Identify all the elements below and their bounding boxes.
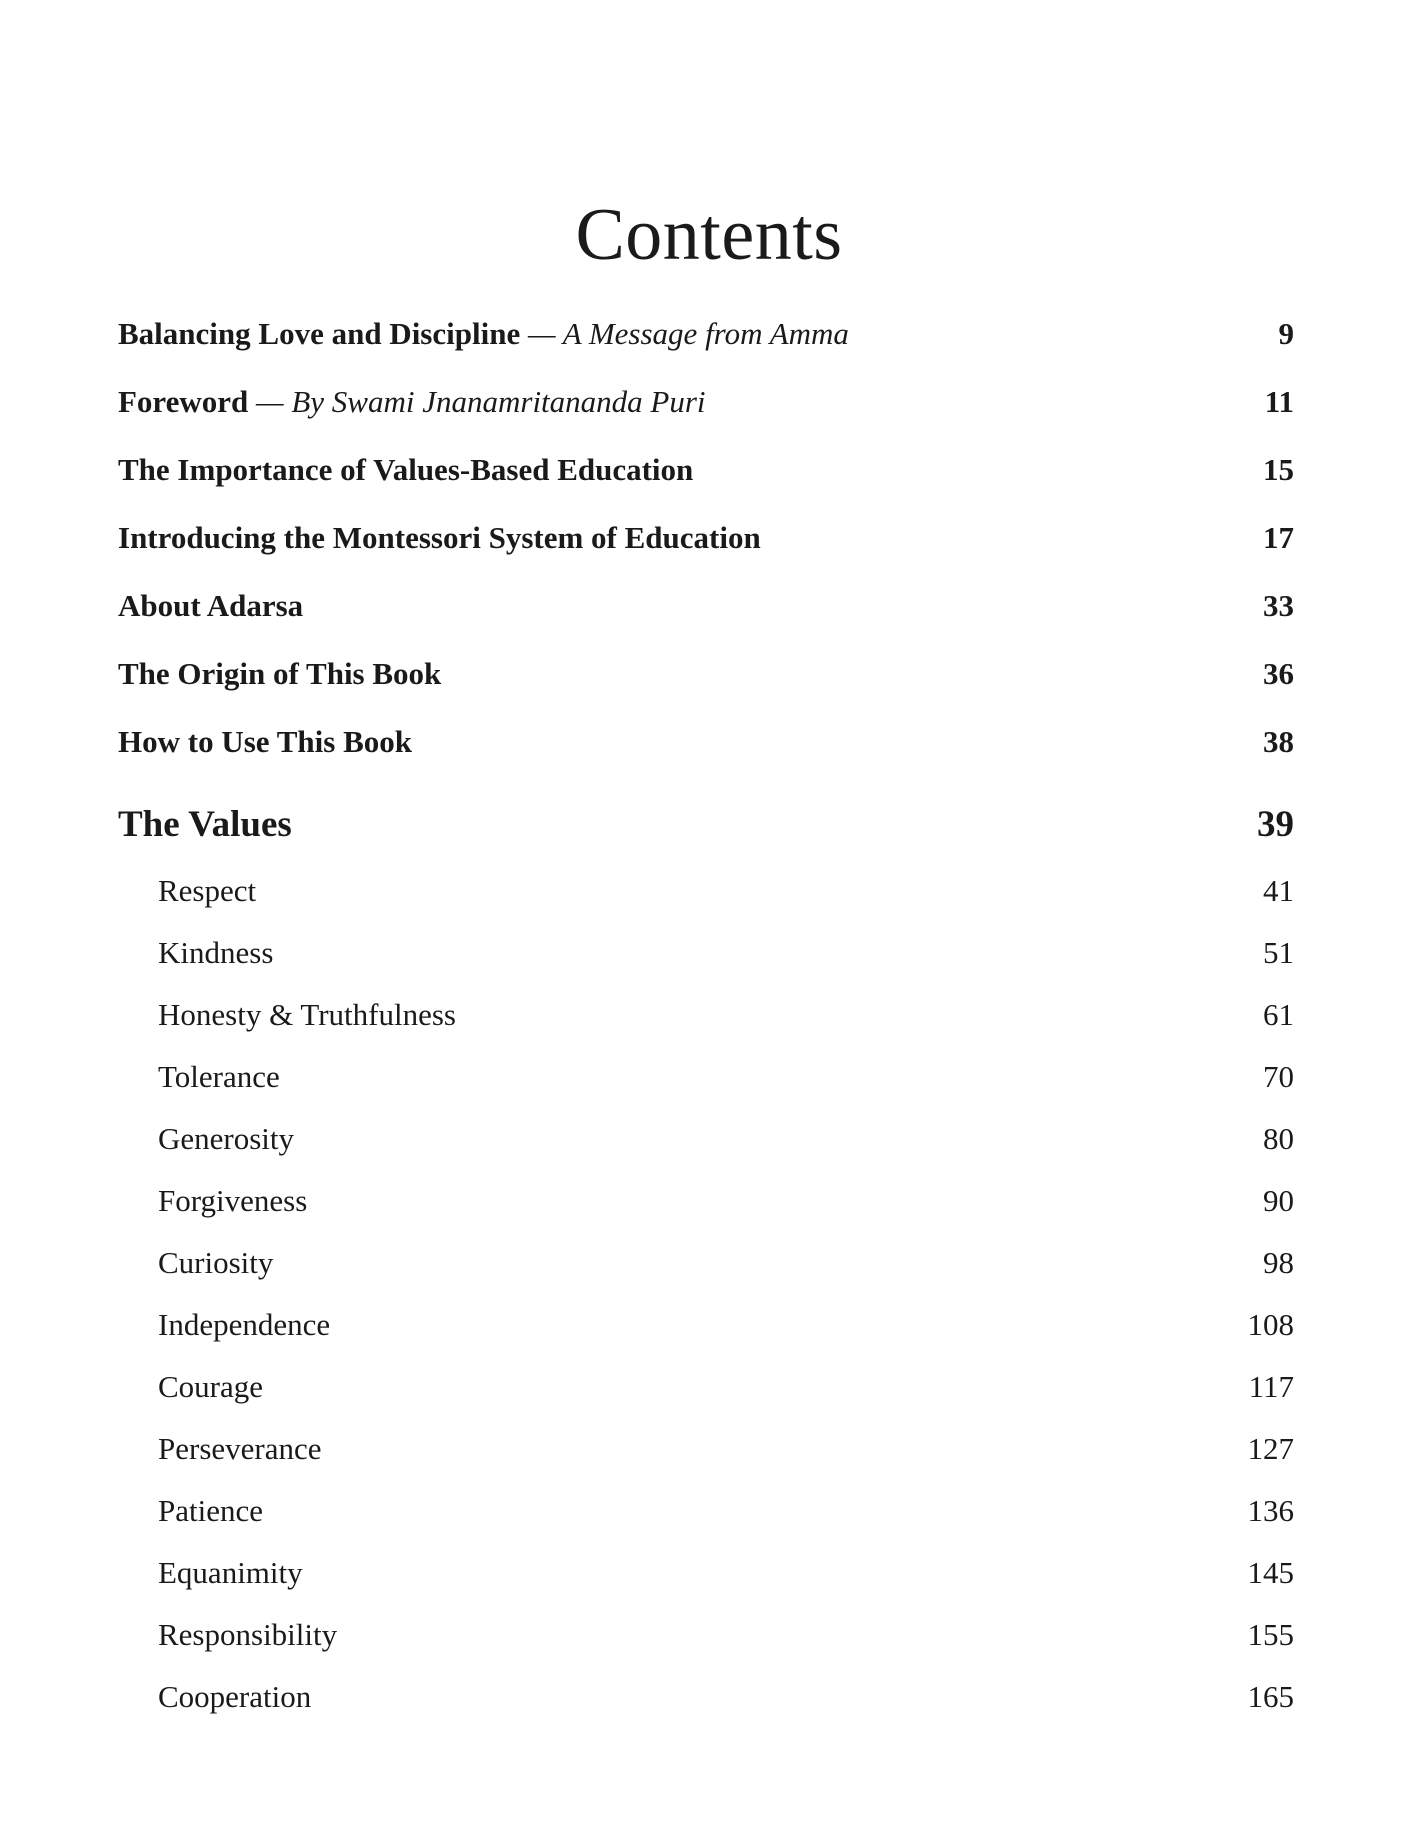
toc-value-equanimity[interactable] bbox=[118, 1557, 1294, 1588]
toc-page-number: 36 bbox=[1263, 656, 1294, 691]
toc-entry-montessori-system[interactable] bbox=[118, 522, 1294, 553]
toc-page-number: 15 bbox=[1263, 452, 1294, 487]
toc-section-the-values[interactable] bbox=[118, 806, 1294, 843]
toc-value-label: Tolerance bbox=[158, 1059, 280, 1094]
toc-value-label: Kindness bbox=[158, 935, 274, 970]
toc-value-tolerance[interactable] bbox=[118, 1061, 1294, 1092]
toc-entry-label: Introducing the Montessori System of Education bbox=[118, 520, 761, 555]
toc-value-honesty[interactable] bbox=[118, 999, 1294, 1030]
toc-page-number: 165 bbox=[1247, 1679, 1294, 1714]
toc-section-label: The Values bbox=[118, 804, 292, 845]
toc-entry-label: The Origin of This Book bbox=[118, 656, 442, 691]
toc-entry-label: Foreword — By Swami Jnanamritananda Puri bbox=[118, 384, 706, 419]
toc-value-cooperation[interactable] bbox=[118, 1681, 1294, 1712]
toc-entry-balancing-love[interactable] bbox=[118, 318, 1294, 349]
toc-value-independence[interactable] bbox=[118, 1309, 1294, 1340]
toc-page-number: 145 bbox=[1247, 1555, 1294, 1590]
toc-page-number: 41 bbox=[1263, 873, 1294, 908]
toc-value-label: Generosity bbox=[158, 1121, 295, 1156]
toc-page-number: 39 bbox=[1257, 804, 1294, 845]
toc-page-number: 17 bbox=[1263, 520, 1294, 555]
toc-page-number: 117 bbox=[1248, 1369, 1294, 1404]
toc-value-label: Patience bbox=[158, 1493, 264, 1528]
toc-page-number: 38 bbox=[1263, 724, 1294, 759]
toc-value-perseverance[interactable] bbox=[118, 1433, 1294, 1464]
toc-value-label: Curiosity bbox=[158, 1245, 274, 1280]
toc-value-label: Responsibility bbox=[158, 1617, 338, 1652]
toc-entry-label: The Importance of Values-Based Education bbox=[118, 452, 694, 487]
toc-page-number: 80 bbox=[1263, 1121, 1294, 1156]
toc-entry-origin-of-book[interactable] bbox=[118, 658, 1294, 689]
toc-value-label: Equanimity bbox=[158, 1555, 303, 1590]
toc-value-curiosity[interactable] bbox=[118, 1247, 1294, 1278]
toc-value-label: Forgiveness bbox=[158, 1183, 308, 1218]
toc-value-kindness[interactable] bbox=[118, 937, 1294, 968]
toc-value-label: Independence bbox=[158, 1307, 331, 1342]
toc-entry-label: About Adarsa bbox=[118, 588, 304, 623]
toc-entry-label: Balancing Love and Discipline — A Message from Amma bbox=[118, 316, 849, 351]
toc-page-number: 108 bbox=[1247, 1307, 1294, 1342]
toc-entry-foreword[interactable] bbox=[118, 386, 1294, 417]
toc-page-number: 33 bbox=[1263, 588, 1294, 623]
toc-entry-how-to-use[interactable] bbox=[118, 726, 1294, 757]
toc-page-number: 61 bbox=[1263, 997, 1294, 1032]
toc-value-responsibility[interactable] bbox=[118, 1619, 1294, 1650]
toc-page-number: 9 bbox=[1278, 316, 1294, 351]
toc-page-number: 90 bbox=[1263, 1183, 1294, 1218]
toc-entry-subtitle: — A Message from Amma bbox=[527, 316, 849, 351]
toc-page-number: 51 bbox=[1263, 935, 1294, 970]
page-title: Contents bbox=[575, 194, 843, 276]
toc-value-generosity[interactable] bbox=[118, 1123, 1294, 1154]
toc-value-label: Respect bbox=[158, 873, 257, 908]
toc-page-number: 98 bbox=[1263, 1245, 1294, 1280]
toc-page-number: 155 bbox=[1247, 1617, 1294, 1652]
toc-page-number: 70 bbox=[1263, 1059, 1294, 1094]
toc-value-forgiveness[interactable] bbox=[118, 1185, 1294, 1216]
toc-value-label: Courage bbox=[158, 1369, 264, 1404]
toc-entry-about-adarsa[interactable] bbox=[118, 590, 1294, 621]
toc-value-label: Perseverance bbox=[158, 1431, 322, 1466]
toc-entry-subtitle: — By Swami Jnanamritananda Puri bbox=[256, 384, 706, 419]
toc-value-respect[interactable] bbox=[118, 875, 1294, 906]
toc-value-label: Cooperation bbox=[158, 1679, 312, 1714]
toc-entry-label: How to Use This Book bbox=[118, 724, 412, 759]
toc-entry-importance-of-values[interactable] bbox=[118, 454, 1294, 485]
toc-value-label: Honesty & Truthfulness bbox=[158, 997, 456, 1032]
toc-page-number: 11 bbox=[1264, 384, 1294, 419]
toc-value-courage[interactable] bbox=[118, 1371, 1294, 1402]
toc-page-number: 136 bbox=[1247, 1493, 1294, 1528]
toc-value-patience[interactable] bbox=[118, 1495, 1294, 1526]
toc-page-number: 127 bbox=[1247, 1431, 1294, 1466]
